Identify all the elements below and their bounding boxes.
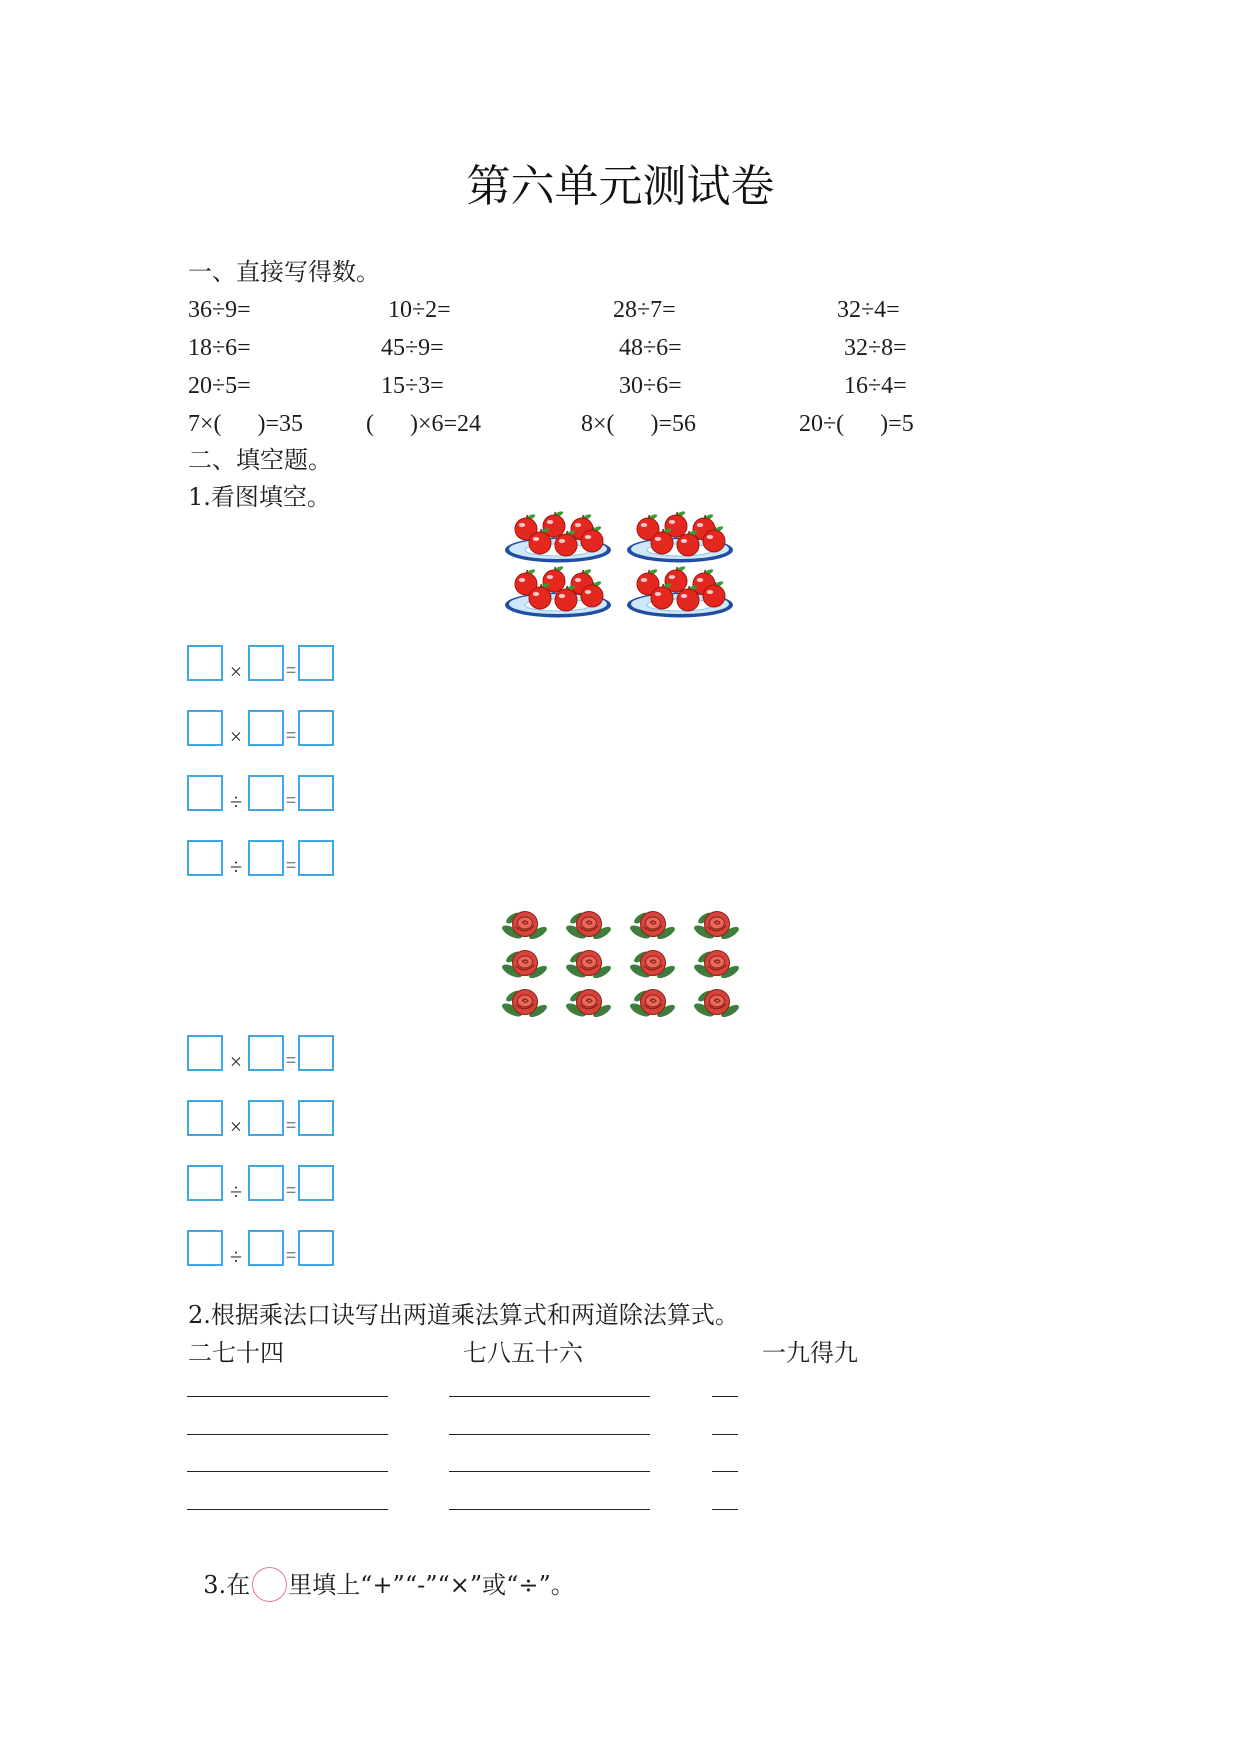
apple-highlight	[669, 575, 675, 579]
apple-body	[555, 589, 577, 611]
answer-line	[449, 1471, 650, 1472]
rose-inner-petal	[710, 956, 725, 968]
apple-body	[529, 532, 551, 554]
rose-inner-petal	[582, 917, 597, 929]
fill-blank-item: 8×( )=56	[581, 411, 697, 437]
apple-highlight	[547, 520, 553, 524]
apple-plate	[627, 510, 733, 562]
arithmetic-item: 18÷6=	[188, 335, 251, 361]
equals-sign: =	[285, 725, 297, 745]
answer-line	[187, 1434, 388, 1435]
rose-inner-petal	[710, 917, 725, 929]
apple-highlight	[641, 578, 647, 582]
answer-line	[449, 1434, 650, 1435]
answer-box	[298, 710, 334, 746]
equals-sign: =	[285, 1245, 297, 1265]
arithmetic-item: 15÷3=	[381, 373, 444, 399]
arithmetic-item: 45÷9=	[381, 335, 444, 361]
arithmetic-item: 48÷6=	[619, 335, 682, 361]
apple-highlight	[585, 590, 591, 594]
apple-plates-image	[504, 510, 736, 620]
rose	[564, 950, 612, 981]
apple-body	[651, 587, 673, 609]
answer-box	[298, 1100, 334, 1136]
apple-highlight	[559, 594, 565, 598]
apple-highlight	[533, 592, 539, 596]
roses-image	[500, 902, 740, 1024]
rose	[564, 911, 612, 942]
answer-box	[298, 840, 334, 876]
rose	[628, 989, 676, 1020]
answer-box	[248, 775, 284, 811]
apple-highlight	[707, 535, 713, 539]
arithmetic-item: 20÷5=	[188, 373, 251, 399]
equals-sign: =	[285, 660, 297, 680]
apple-highlight	[681, 539, 687, 543]
answer-box	[187, 645, 223, 681]
apple-highlight	[681, 594, 687, 598]
arithmetic-item: 30÷6=	[619, 373, 682, 399]
equals-sign: =	[285, 1115, 297, 1135]
apple-highlight	[669, 520, 675, 524]
apple-highlight	[655, 592, 661, 596]
apple-highlight	[559, 539, 565, 543]
operator-sign: ×	[229, 1049, 243, 1074]
question1-prompt: 1.看图填空。	[188, 483, 331, 511]
equals-sign: =	[285, 1180, 297, 1200]
answer-box	[298, 1035, 334, 1071]
apple-highlight	[533, 537, 539, 541]
apple-highlight	[575, 523, 581, 527]
apple-body	[581, 530, 603, 552]
answer-box	[298, 645, 334, 681]
answer-box	[298, 775, 334, 811]
apple	[665, 565, 687, 592]
apple-highlight	[547, 575, 553, 579]
apple-equation-row	[187, 710, 337, 748]
answer-box	[248, 1230, 284, 1266]
rose-equation-row	[187, 1035, 337, 1073]
apple-plate	[627, 565, 733, 617]
answer-box	[187, 775, 223, 811]
apple-equation-row	[187, 840, 337, 878]
answer-box	[187, 840, 223, 876]
answer-line	[449, 1396, 650, 1397]
rose	[692, 989, 740, 1020]
apple	[543, 510, 565, 537]
answer-line	[449, 1509, 650, 1510]
answer-line	[712, 1434, 738, 1435]
rose-equation-row	[187, 1165, 337, 1203]
rose	[628, 950, 676, 981]
rose	[500, 989, 548, 1020]
operator-sign: ÷	[229, 1179, 243, 1204]
operator-sign: ×	[229, 1114, 243, 1139]
equals-sign: =	[285, 855, 297, 875]
apple-plate	[505, 510, 611, 562]
rose-inner-petal	[518, 995, 533, 1007]
rose-inner-petal	[582, 995, 597, 1007]
arithmetic-item: 32÷4=	[837, 297, 900, 323]
fill-blank-item: 20÷( )=5	[799, 411, 914, 437]
multiplication-rhyme: 七八五十六	[463, 1339, 583, 1367]
page-title: 第六单元测试卷	[466, 161, 775, 212]
apple-highlight	[697, 578, 703, 582]
arithmetic-item: 16÷4=	[844, 373, 907, 399]
answer-line	[187, 1396, 388, 1397]
answer-box	[248, 710, 284, 746]
apple-highlight	[697, 523, 703, 527]
apple-highlight	[575, 578, 581, 582]
fill-blank-item: ( )×6=24	[366, 411, 482, 437]
answer-box	[298, 1230, 334, 1266]
apple-body	[581, 585, 603, 607]
operator-sign: ×	[229, 724, 243, 749]
apple-body	[555, 534, 577, 556]
question2-prompt: 2.根据乘法口诀写出两道乘法算式和两道除法算式。	[188, 1301, 739, 1329]
rose-inner-petal	[646, 956, 661, 968]
rose-inner-petal	[518, 917, 533, 929]
answer-box	[187, 1165, 223, 1201]
apple	[665, 510, 687, 537]
answer-box	[248, 1035, 284, 1071]
equals-sign: =	[285, 790, 297, 810]
apple-body	[677, 589, 699, 611]
question3-prefix: 3.在	[203, 1571, 251, 1599]
answer-box	[187, 1035, 223, 1071]
apple-body	[651, 532, 673, 554]
arithmetic-item: 28÷7=	[613, 297, 676, 323]
question3-prompt	[188, 1528, 575, 1599]
operator-sign: ÷	[229, 1244, 243, 1269]
fill-blank-item: 7×( )=35	[188, 411, 304, 437]
rose-equation-row	[187, 1230, 337, 1268]
rose-inner-petal	[582, 956, 597, 968]
arithmetic-item: 32÷8=	[844, 335, 907, 361]
apple-highlight	[655, 537, 661, 541]
operator-sign: ÷	[229, 854, 243, 879]
rose	[628, 911, 676, 942]
apple-highlight	[519, 523, 525, 527]
question3-suffix: 里填上“+”“-”“×”或“÷”。	[288, 1571, 575, 1599]
apple-body	[677, 534, 699, 556]
rose-equation-row	[187, 1100, 337, 1138]
rose	[692, 911, 740, 942]
answer-line	[187, 1471, 388, 1472]
apple-body	[703, 530, 725, 552]
answer-box	[248, 645, 284, 681]
answer-box	[248, 840, 284, 876]
answer-line	[712, 1396, 738, 1397]
rose-inner-petal	[646, 917, 661, 929]
answer-box	[298, 1165, 334, 1201]
answer-box	[248, 1100, 284, 1136]
rose	[500, 911, 548, 942]
apple-plate	[505, 565, 611, 617]
rose-inner-petal	[710, 995, 725, 1007]
rose-inner-petal	[646, 995, 661, 1007]
answer-line	[712, 1471, 738, 1472]
answer-line	[187, 1509, 388, 1510]
apple-highlight	[641, 523, 647, 527]
multiplication-rhyme: 二七十四	[188, 1339, 284, 1367]
answer-line	[712, 1509, 738, 1510]
part1-heading: 一、直接写得数。	[188, 258, 380, 286]
rose-inner-petal	[518, 956, 533, 968]
answer-box	[187, 1100, 223, 1136]
rose	[564, 989, 612, 1020]
operator-sign: ×	[229, 659, 243, 684]
apple-highlight	[585, 535, 591, 539]
part2-heading: 二、填空题。	[188, 446, 332, 474]
rose	[500, 950, 548, 981]
multiplication-rhyme: 一九得九	[762, 1339, 858, 1367]
blank-circle-icon	[252, 1567, 287, 1602]
equals-sign: =	[285, 1050, 297, 1070]
rose	[692, 950, 740, 981]
answer-box	[248, 1165, 284, 1201]
apple-body	[703, 585, 725, 607]
apple-equation-row	[187, 645, 337, 683]
arithmetic-item: 36÷9=	[188, 297, 251, 323]
operator-sign: ÷	[229, 789, 243, 814]
apple-highlight	[707, 590, 713, 594]
answer-box	[187, 1230, 223, 1266]
apple-equation-row	[187, 775, 337, 813]
answer-box	[187, 710, 223, 746]
apple-body	[529, 587, 551, 609]
apple	[543, 565, 565, 592]
arithmetic-item: 10÷2=	[388, 297, 451, 323]
apple-highlight	[519, 578, 525, 582]
